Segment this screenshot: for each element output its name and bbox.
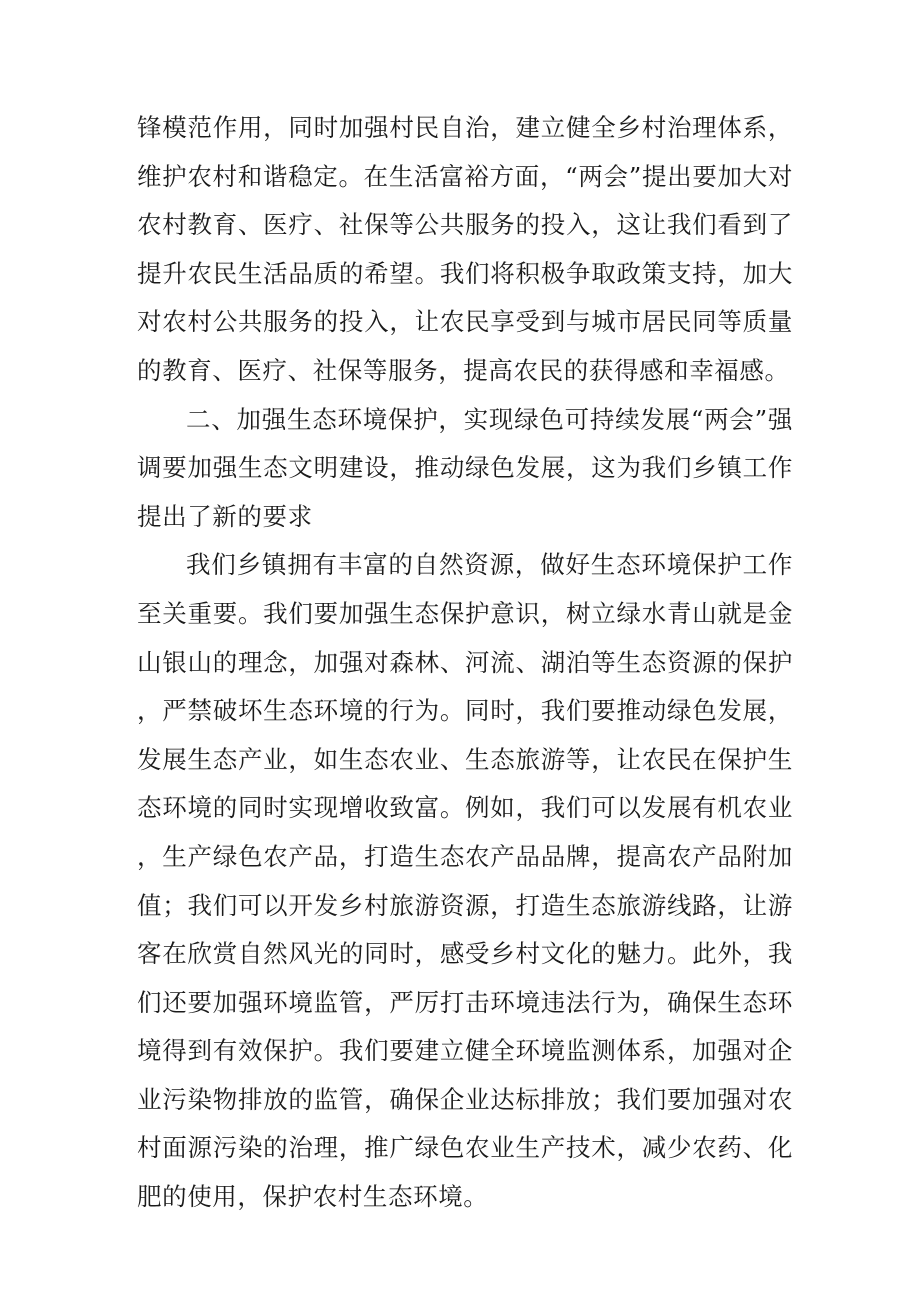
paragraph-continuation: 锋模范作用，同时加强村民自治，建立健全乡村治理体系，维护农村和谐稳定。在生活富裕方面，“两会”提出要加大对农村教育、医疗、社保等公共服务的投入，这让我们看到了提升农民生活品质的希望。我们将积极争取政策支持，加大对农村公共服务的投入，让农民享受到与城市居民同等质量的教育、医疗、社保等服务，提高农民的获得感和幸福感。 (137, 113, 793, 385)
paragraph-ecology: 我们乡镇拥有丰富的自然资源，做好生态环境保护工作至关重要。我们要加强生态保护意识，树立绿水青山就是金山银山的理念，加强对森林、河流、湖泊等生态资源的保护，严禁破坏生态环境的行为。同时，我们要推动绿色发展，发展生态产业，如生态农业、生态旅游等，让农民在保护生态环境的同时实现增收致富。例如，我们可以发展有机农业，生产绿色农产品，打造生态农产品品牌，提高农产品附加值；我们可以开发乡村旅游资源，打造生态旅游线路，让游客在欣赏自然风光的同时，感受乡村文化的魅力。此外，我们还要加强环境监管，严厉打击环境违法行为，确保生态环境得到有效保护。我们要建立健全环境监测体系，加强对企业污染物排放的监管，确保企业达标排放；我们要加强对农村面源污染的治理，推广绿色农业生产技术，减少农药、化肥的使用，保护农村生态环境。 (137, 550, 793, 1212)
paragraph-section-heading: 二、加强生态环境保护，实现绿色可持续发展“两会”强调要加强生态文明建设，推动绿色发展，这为我们乡镇工作提出了新的要求 (137, 404, 793, 531)
document-body (137, 104, 793, 1222)
